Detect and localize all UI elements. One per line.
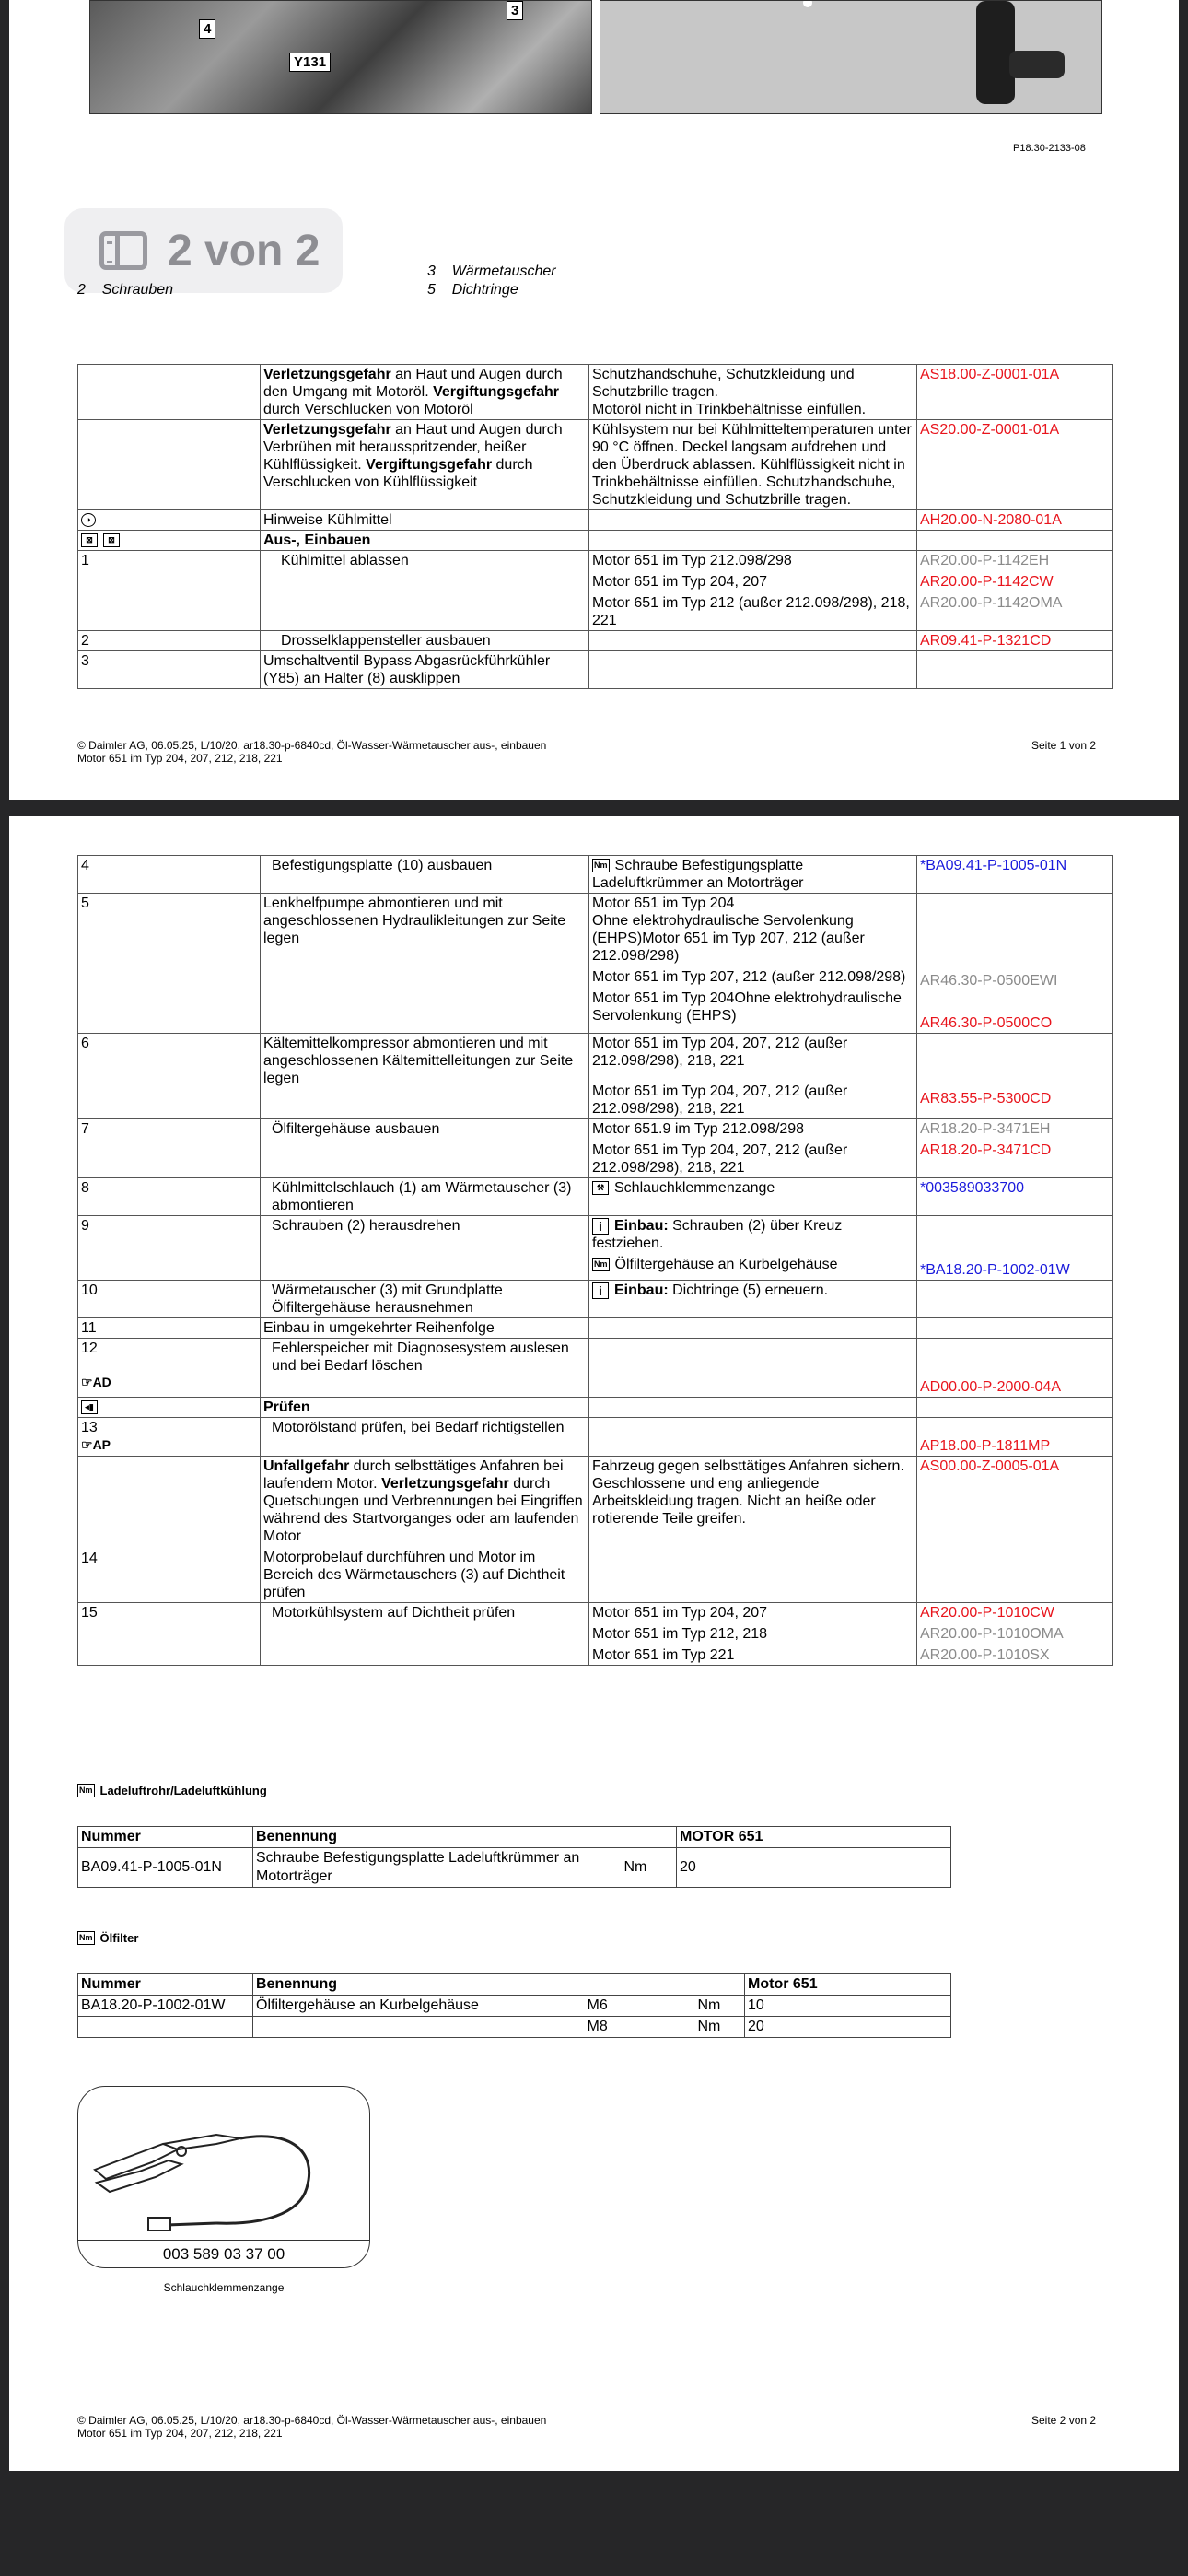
step-row-10: 10 Wärmetauscher (3) mit Grundplatte Ölfiltergehäuse herausnehmen i Einbau: Dichtringe (5) erneuern. [78, 1281, 1113, 1318]
step-ref-link[interactable]: AR46.30-P-0500EWI [920, 973, 1058, 989]
figure-ref-code: P18.30-2133-08 [1013, 143, 1086, 154]
step-ref-link[interactable]: AR20.00-P-1142OMA [920, 595, 1063, 611]
engine-photo [89, 0, 592, 114]
torque-icon: Nm [77, 1931, 95, 1945]
torque-icon: Nm [592, 1258, 610, 1271]
step-row-8: 8 Kühlmittelschlauch (1) am Wärmetauscher (3) abmontieren ⚒ Schlauchklemmenzange *003589033700 [78, 1178, 1113, 1216]
check-procedure-icon: ☞AP [81, 1437, 111, 1452]
step-row-12: 12 ☞AD Fehlerspeicher mit Diagnosesystem auslesen und bei Bedarf löschen AD00.00-P-2000-04A [78, 1339, 1113, 1398]
install-icon: ⊠ [103, 533, 120, 547]
page-footer-left: © Daimler AG, 06.05.25, L/10/20, ar18.30-p-6840cd, Öl-Wasser-Wärmetauscher aus-, einbauen Motor 651 im Typ 204, 207, 212, 218, 221 [77, 2414, 547, 2440]
document-page-2 [9, 816, 1179, 2471]
hint-text: Hinweise Kühlmittel [261, 510, 589, 531]
spec-table-charge-air [77, 1826, 951, 1888]
step-ref-link[interactable]: AR20.00-P-1142EH [920, 553, 1050, 568]
tool-caption: Schlauchklemmenzange [163, 2281, 285, 2294]
step-row-5: 5 Lenkhelfpumpe abmontieren und mit angeschlossenen Hydraulikleitungen zur Seite legen Motor 651 im Typ 204 Ohne elektrohydraulische Servolenkung (EHPS)Motor 651 im Typ 207, 212 (außer 212.098/298) Motor 651 im Typ 207, 212 (außer 212.098/298) Motor 651 im Typ 204Ohne elektrohydraulische Servolenkung (EHPS) AR46.30-P-0500EWI AR46.30-P-0500CO [78, 894, 1113, 1034]
info-icon: i [592, 1282, 609, 1299]
section-title: Prüfen [263, 1399, 310, 1415]
hazard-row-motor-oil: Verletzungsgefahr an Haut und Augen durch den Umgang mit Motoröl. Vergiftungsgefahr durch Verschlucken von Motoröl Schutzhandschuhe, Schutzkleidung und Schutzbrille tragen. Motoröl nicht in Trinkbehältnisse einfüllen. AS18.00-Z-0001-01A [78, 365, 1113, 420]
hint-icon: ◑ [81, 513, 96, 527]
document-page-1 [9, 0, 1179, 800]
sidebar-icon [99, 231, 147, 270]
photo-label-4: 4 [199, 19, 215, 39]
page-indicator-label: 2 von 2 [168, 226, 320, 275]
step-ref-link[interactable]: AR83.55-P-5300CD [920, 1091, 1052, 1107]
step-row-11: 11 Einbau in umgekehrter Reihenfolge [78, 1318, 1113, 1339]
legend-item-2: 2 Schrauben [77, 282, 174, 298]
legend-item-3: 3 Wärmetauscher [427, 263, 556, 279]
info-icon: i [592, 1218, 609, 1235]
remove-icon: ⊠ [81, 533, 98, 547]
check-icon: ◂▮ [81, 1400, 98, 1414]
section-row [78, 531, 1113, 551]
spec-table-oil-filter [77, 1973, 951, 2038]
step-row-9: 9 Schrauben (2) herausdrehen i Einbau: Schrauben (2) über Kreuz festziehen. Nm Ölfiltergehäuse an Kurbelgehäuse *BA18.20-P-1002-01W [78, 1216, 1113, 1281]
step-row-13: 13 ☞AP Motorölstand prüfen, bei Bedarf richtigstellen AP18.00-P-1811MP [78, 1418, 1113, 1457]
spec-section-oil-filter: Nm Ölfilter [79, 1931, 139, 1945]
tool-card [77, 2086, 370, 2268]
hazard-measure: Schutzhandschuhe, Schutzkleidung und Schutzbrille tragen. Motoröl nicht in Trinkbehältnisse einfüllen. [589, 365, 917, 420]
step-ref-link[interactable]: AR20.00-P-1010CW [920, 1605, 1054, 1621]
heat-exchanger-render [600, 0, 1102, 114]
tool-icon: ⚒ [592, 1181, 609, 1195]
spec-header-row: Nummer Benennung MOTOR 651 [78, 1827, 951, 1848]
hazard-ref-link[interactable]: AS20.00-Z-0001-01A [917, 420, 1113, 510]
bracket-drawing [600, 1, 1102, 114]
step-ref-link[interactable]: AP18.00-P-1811MP [920, 1438, 1051, 1454]
spec-row: M8 Nm 20 [78, 2017, 951, 2038]
procedure-table-2 [77, 855, 1113, 1666]
section-title: Aus-, Einbauen [263, 533, 371, 548]
step-row-3: 3 Umschaltventil Bypass Abgasrückführkühler (Y85) an Halter (8) ausklippen [78, 651, 1113, 689]
section-row-check [78, 1398, 1113, 1418]
spec-row: BA18.20-P-1002-01W Ölfiltergehäuse an Kurbelgehäuse M6 Nm 10 [78, 1996, 951, 2017]
hazard-ref-link[interactable]: AS00.00-Z-0005-01A [917, 1457, 1113, 1603]
spec-row: BA09.41-P-1005-01N Schraube Befestigungsplatte Ladeluftkrümmer an Motorträger Nm 20 [78, 1848, 951, 1888]
step-ref-link[interactable]: AR46.30-P-0500CO [920, 1015, 1053, 1031]
step-ref-link[interactable]: AR20.00-P-1142CW [920, 574, 1054, 590]
hose-clamp-pliers-icon [78, 2087, 370, 2242]
torque-icon: Nm [592, 859, 610, 872]
step-row-6: 6 Kältemittelkompressor abmontieren und mit angeschlossenen Kältemittelleitungen zur Seite legen Motor 651 im Typ 204, 207, 212 (außer 212.098/298), 218, 221 Motor 651 im Typ 204, 207, 212 (außer 212.098/298), 218, 221 AR83.55-P-5300CD [78, 1034, 1113, 1119]
procedure-table-1 [77, 364, 1113, 689]
photo-label-y131: Y131 [289, 53, 331, 72]
page-indicator[interactable] [64, 208, 343, 293]
step-ref-link[interactable]: AR20.00-P-1010OMA [920, 1626, 1064, 1642]
step-row-4: 4 Befestigungsplatte (10) ausbauen Nm Schraube Befestigungsplatte Ladeluftkrümmer an Motorträger *BA09.41-P-1005-01N [78, 856, 1113, 894]
step-ref-link[interactable]: AD00.00-P-2000-04A [920, 1379, 1061, 1395]
step-ref-link[interactable]: AR18.20-P-3471EH [920, 1121, 1051, 1137]
hint-ref-link[interactable]: AH20.00-N-2080-01A [917, 510, 1113, 531]
tool-number: 003 589 03 37 00 [78, 2240, 369, 2267]
torque-ref-link[interactable]: *BA18.20-P-1002-01W [920, 1262, 1070, 1278]
hint-row [78, 510, 1113, 531]
page-footer-left: © Daimler AG, 06.05.25, L/10/20, ar18.30-p-6840cd, Öl-Wasser-Wärmetauscher aus-, einbauen Motor 651 im Typ 204, 207, 212, 218, 221 [77, 739, 547, 765]
photo-label-3: 3 [507, 1, 523, 20]
spec-section-charge-air: Nm Ladeluftrohr/Ladeluftkühlung [79, 1784, 267, 1797]
page-footer-right: Seite 1 von 2 [1031, 739, 1097, 752]
torque-icon: Nm [77, 1784, 95, 1797]
step-row-14: 14 Unfallgefahr durch selbsttätiges Anfahren bei laufendem Motor. Verletzungsgefahr durch Quetschungen und Verbrennungen bei Eingriffen während des Startvorganges oder am laufenden Motor Motorprobelauf durchführen und Motor im Bereich des Wärmetauschers (3) auf Dichtheit prüfen Fahrzeug gegen selbsttätiges Anfahren sichern. Geschlossene und eng anliegende Arbeitskleidung tragen. Nicht an heiße oder rotierende Teile greifen. AS00.00-Z-0005-01A [78, 1457, 1113, 1603]
diagnosis-icon: ☞AD [81, 1375, 111, 1389]
hazard-measure: Kühlsystem nur bei Kühlmitteltemperaturen unter 90 °C öffnen. Deckel langsam aufdrehen und den Überdruck ablassen. Kühlflüssigkeit nicht in Trinkbehältnisse einfüllen. Schutzhandschuhe, Schutzkleidung und Schutzbrille tragen. [589, 420, 917, 510]
step-ref-link[interactable]: AR18.20-P-3471CD [920, 1142, 1052, 1158]
tool-ref-link[interactable]: *003589033700 [917, 1178, 1113, 1216]
spec-header-row: Nummer Benennung Motor 651 [78, 1974, 951, 1996]
hazard-ref-link[interactable]: AS18.00-Z-0001-01A [917, 365, 1113, 420]
legend-item-5: 5 Dichtringe [427, 282, 518, 298]
step-ref-link[interactable]: AR09.41-P-1321CD [917, 631, 1113, 651]
step-row-2: 2 Drosselklappensteller ausbauen AR09.41-P-1321CD [78, 631, 1113, 651]
torque-ref-link[interactable]: *BA09.41-P-1005-01N [917, 856, 1113, 894]
step-row-7: 7 Ölfiltergehäuse ausbauen Motor 651.9 im Typ 212.098/298 Motor 651 im Typ 204, 207, 212 (außer 212.098/298), 218, 221 AR18.20-P-3471EH AR18.20-P-3471CD [78, 1119, 1113, 1178]
step-row-15: 15 Motorkühlsystem auf Dichtheit prüfen Motor 651 im Typ 204, 207 Motor 651 im Typ 212, 218 Motor 651 im Typ 221 AR20.00-P-1010CW AR20.00-P-1010OMA AR20.00-P-1010SX [78, 1603, 1113, 1666]
step-row-1: 1 Kühlmittel ablassen Motor 651 im Typ 212.098/298 Motor 651 im Typ 204, 207 Motor 651 im Typ 212 (außer 212.098/298), 218, 221 AR20.00-P-1142EH AR20.00-P-1142CW AR20.00-P-1142OMA [78, 551, 1113, 631]
hazard-row-coolant: Verletzungsgefahr an Haut und Augen durch Verbrühen mit herausspritzender, heißer Kühlflüssigkeit. Vergiftungsgefahr durch Verschlucken von Kühlflüssigkeit Kühlsystem nur bei Kühlmitteltemperaturen unter 90 °C öffnen. Deckel langsam aufdrehen und den Überdruck ablassen. Kühlflüssigkeit nicht in Trinkbehältnisse einfüllen. Schutzhandschuhe, Schutzkleidung und Schutzbrille tragen. AS20.00-Z-0001-01A [78, 420, 1113, 510]
step-ref-link[interactable]: AR20.00-P-1010SX [920, 1647, 1050, 1663]
page-footer-right: Seite 2 von 2 [1031, 2414, 1097, 2427]
